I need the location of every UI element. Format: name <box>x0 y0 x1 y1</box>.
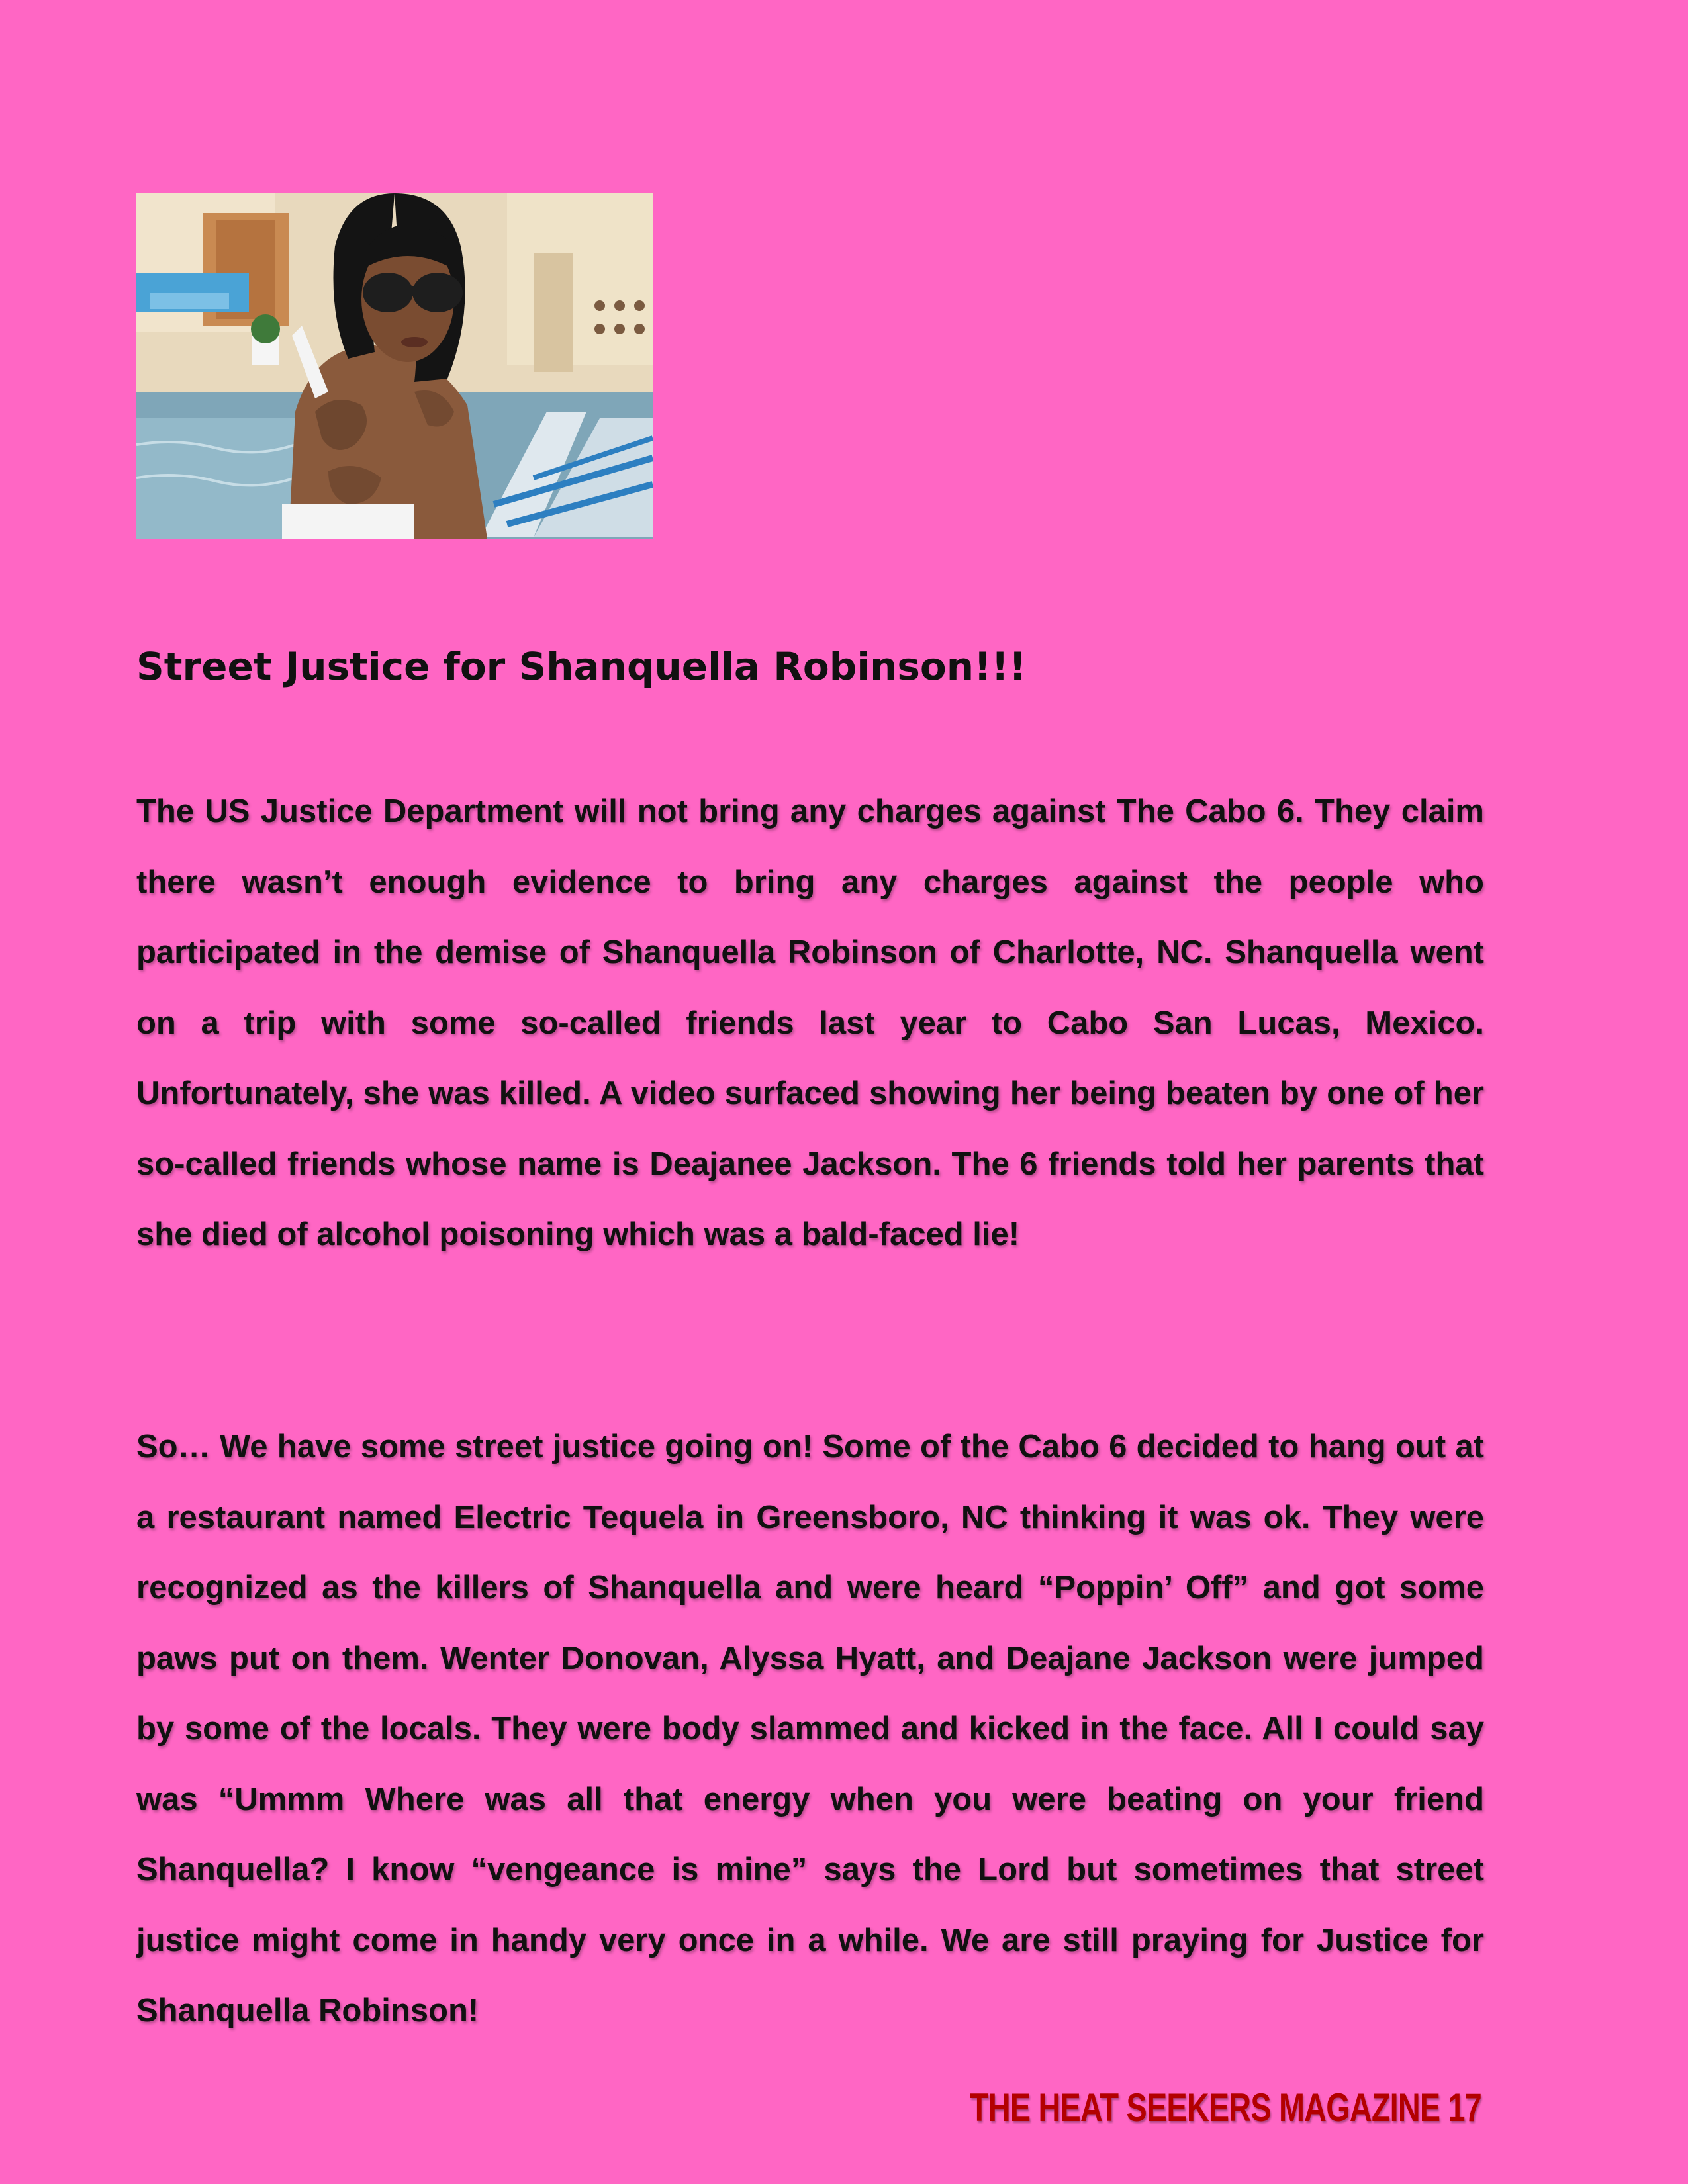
article-paragraph-2: So… We have some street justice going on! Some of the Cabo 6 decided to hang out at a restaurant named Electric Tequela in Greensboro, NC thinking it was ok. They were recognized as the killers of Shanquella and were heard “Poppin’ Off” and got some paws put on them. Wenter Donovan, Alyssa Hyatt, and Deajane Jackson were jumped by some of the locals. They were body slammed and kicked in the face. All I could say was “Ummm Where was all that energy when you were beating on your friend Shanquella? I know “vengeance is mine” says the Lord but sometimes that street justice might come in handy very once in a while. We are still praying for Justice for Shanquella Robinson! <box>136 1429 1484 2028</box>
page-footer: THE HEAT SEEKERS MAGAZINE 17 <box>969 2085 1481 2130</box>
article-title: Street Justice for Shanquella Robinson!!! <box>136 644 1027 689</box>
article-photo <box>136 193 653 539</box>
article-paragraph-1: The US Justice Department will not bring any charges against The Cabo 6. They claim there wasn’t enough evidence to bring any charges against the people who participated in the demise of Shanquella Robinson of Charlotte, NC. Shanquella went on a trip with some so-called friends last year to Cabo San Lucas, Mexico. Unfortunately, she was killed. A video surfaced showing her being beaten by one of her so-called friends whose name is Deajanee Jackson. The 6 friends told her parents that she died of alcohol poisoning which was a bald-faced lie! <box>136 794 1484 1252</box>
